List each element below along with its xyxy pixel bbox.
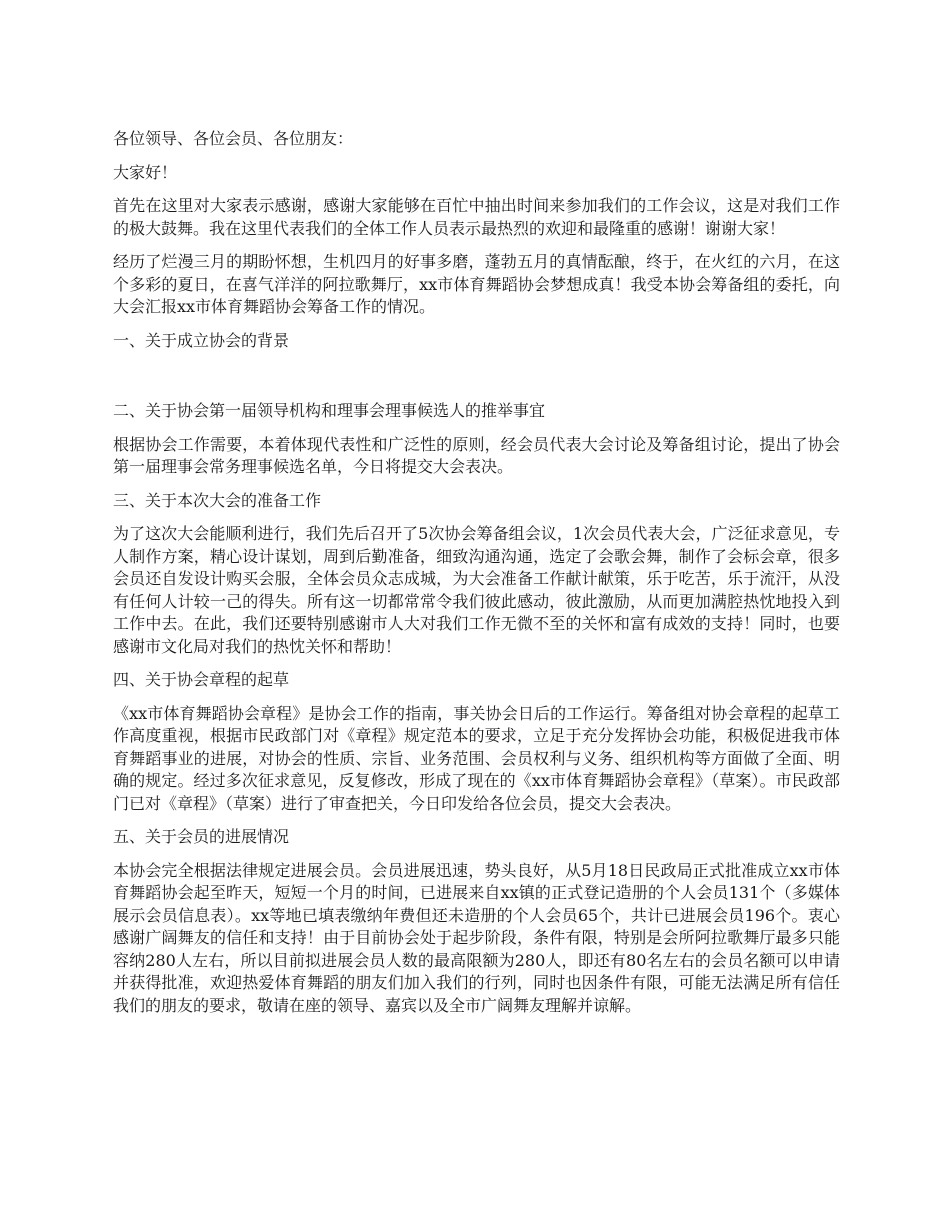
paragraph-thanks: 首先在这里对大家表示感谢，感谢大家能够在百忙中抽出时间来参加我们的工作会议，这是对我们工作的极大鼓舞。我在这里代表我们的全体工作人员表示最热烈的欢迎和最隆重的感谢！谢谢大家！ [113,196,840,238]
section3-body: 为了这次大会能顺利进行，我们先后召开了5次协会筹备组会议，1次会员代表大会，广泛征求意见，专人制作方案，精心设计谋划，周到后勤准备，细致沟通沟通，选定了会歌会舞，制作了会标会章，很多会员还自发设计购买会服，全体会员众志成城，为大会准备工作献计献策，乐于吃苦，乐于流汗，从没有任何人计较一己的得失。所有这一切都常常令我们彼此感动，彼此激励，从而更加满腔热忱地投入到工作中去。在此，我们还要特别感谢市人大对我们工作无微不至的关怀和富有成效的支持！同时，也要感谢市文化局对我们的热忱关怀和帮助！ [113,524,840,656]
section5-heading: 五、关于会员的进展情况 [113,827,290,846]
section2-heading: 二、关于协会第一届领导机构和理事会理事候选人的推举事宜 [113,401,546,420]
blank-spacer [113,363,840,400]
section4-heading: 四、关于协会章程的起草 [113,670,290,689]
salutation: 各位领导、各位会员、各位朋友： [113,129,354,148]
section1-heading: 一、关于成立协会的背景 [113,330,290,350]
section4-body: 《xx市体育舞蹈协会章程》是协会工作的指南，事关协会日后的工作运行。筹备组对协会章程的起草工作高度重视，根据市民政部门对《章程》规定范本的要求，立足于充分发挥协会功能，积极促进我市体育舞蹈事业的进展，对协会的性质、宗旨、业务范围、会员权利与义务、组织机构等方面做了全面、明确的规定。经过多次征求意见，反复修改，形成了现在的《xx市体育舞蹈协会章程》（草案）。市民政部门已对《章程》（草案）进行了审查把关，今日印发给各位会员，提交大会表决。 [113,703,840,813]
document-body [113,128,840,1028]
greeting: 大家好！ [113,162,178,182]
section3-heading: 三、关于本次大会的准备工作 [113,490,322,510]
section5-body: 本协会完全根据法律规定进展会员。会员进展迅速，势头良好，从5月18日民政局正式批准成立xx市体育舞蹈协会起至昨天，短短一个月的时间，已进展来自xx镇的正式登记造册的个人会员131个（多媒体展示会员信息表）。xx等地已填表缴纳年费但还未造册的个人会员65个，共计已进展会员196个。衷心感谢广阔舞友的信任和支持！由于目前协会处于起步阶段，条件有限，特别是会所阿拉歌舞厅最多只能容纳280人左右，所以目前拟进展会员人数的最高限额为280人，即还有80名左右的会员名额可以申请并获得批准，欢迎热爱体育舞蹈的朋友们加入我们的行列，同时也因条件有限，可能无法满足所有信任我们的朋友的要求，敬请在座的领导、嘉宾以及全市广阔舞友理解并谅解。 [113,860,840,1015]
paragraph-intro: 经历了烂漫三月的期盼怀想，生机四月的好事多磨，蓬勃五月的真情酝酿，终于，在火红的六月，在这个多彩的夏日，在喜气洋洋的阿拉歌舞厅，xx市体育舞蹈协会梦想成真！我受本协会筹备组的委托，向大会汇报xx市体育舞蹈协会筹备工作的情况。 [113,252,840,316]
section2-body: 根据协会工作需要，本着体现代表性和广泛性的原则，经会员代表大会讨论及筹备组讨论，提出了协会第一届理事会常务理事候选名单，今日将提交大会表决。 [113,434,840,476]
